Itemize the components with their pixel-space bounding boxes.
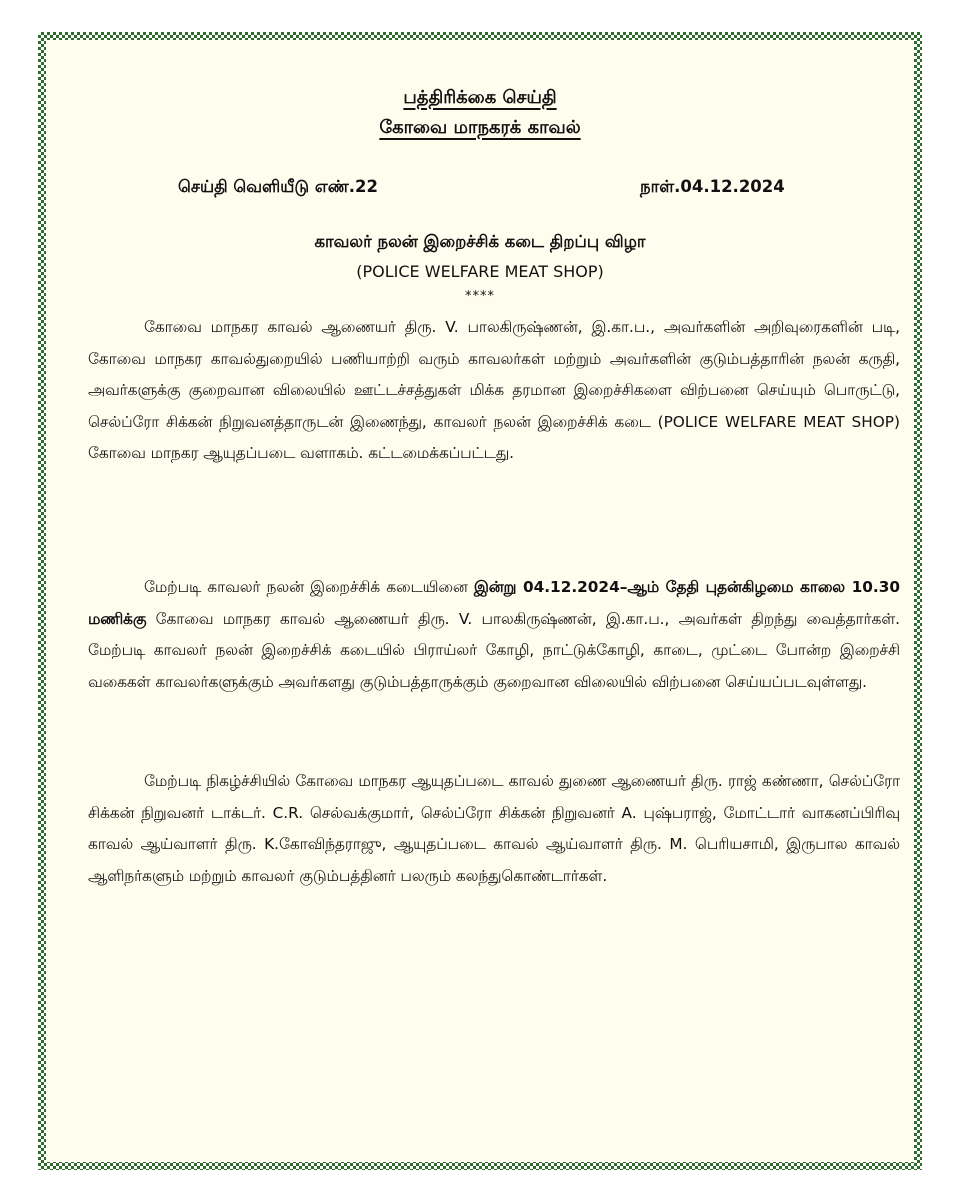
department-heading: கோவை மாநகரக் காவல் [379,117,581,138]
release-number: செய்தி வெளியீடு எண்.22 [178,177,378,196]
event-title: காவலர் நலன் இறைச்சிக் கடை திறப்பு விழா [314,232,646,251]
release-date: நாள்.04.12.2024 [640,177,785,196]
paragraph-2-highlight: இன்று 04.12.2024–ஆம் தேதி புதன்கிழமை காலை 10.30 மணிக்கு [88,578,900,628]
paragraph-3 [88,766,900,892]
document-heading: பத்திரிக்கை செய்தி [403,87,557,108]
paragraph-2 [88,572,900,698]
event-subtitle: (POLICE WELFARE MEAT SHOP) [356,262,604,281]
paragraph-1-text: கோவை மாநகர காவல் ஆணையர் திரு. V. பாலகிருஷ்ணன், இ.கா.ப., அவர்களின் அறிவுரைகளின் படி, கோவை மாநகர காவல்துறையில் பணியாற்றி வரும் காவலர்கள் மற்றும் அவர்களின் குடும்பத்தாரின் நலன் கருதி, அவர்களுக்கு குறைவான விலையில் ஊட்டச்சத்துகள் மிக்க தரமான இறைச்சிகளை விற்பனை செய்யும் பொருட்டு, செல்ப்ரோ சிக்கன் நிறுவனத்தாருடன் இணைந்து, காவலர் நலன் இறைச்சிக் கடை (POLICE WELFARE MEAT SHOP) கோவை மாநகர ஆயுதப்படை வளாகம். கட்டமைக்கப்பட்டது. [88,318,900,462]
paragraph-2-lead: மேற்படி காவலர் நலன் இறைச்சிக் கடையினை [144,578,474,596]
section-separator: **** [465,289,495,304]
paragraph-2-rest: கோவை மாநகர காவல் ஆணையர் திரு. V. பாலகிருஷ்ணன், இ.கா.ப., அவர்கள் திறந்து வைத்தார்கள். மேற்படி காவலர் நலன் இறைச்சிக் கடையில் பிராய்லர் கோழி, நாட்டுக்கோழி, காடை, முட்டை போன்ற இறைச்சி வகைகள் காவலர்களுக்கும் அவர்களது குடும்பத்தாருக்கும் குறைவான விலையில் விற்பனை செய்யப்படவுள்ளது. [88,609,900,691]
paragraph-1 [88,312,900,470]
paragraph-3-text: மேற்படி நிகழ்ச்சியில் கோவை மாநகர ஆயுதப்படை காவல் துணை ஆணையர் திரு. ராஜ் கண்ணா, செல்ப்ரோ சிக்கன் நிறுவனர் டாக்டர். C.R. செல்வக்குமார், செல்ப்ரோ சிக்கன் நிறுவனர் A. புஷ்பராஜ், மோட்டார் வாகனப்பிரிவு காவல் ஆய்வாளர் திரு. K.கோவிந்தராஜு, ஆயுதப்படை காவல் ஆய்வாளர் திரு. M. பெரியசாமி, இருபால காவல் ஆளிநர்களும் மற்றும் காவலர் குடும்பத்தினர் பலரும் கலந்துகொண்டார்கள். [88,772,900,885]
